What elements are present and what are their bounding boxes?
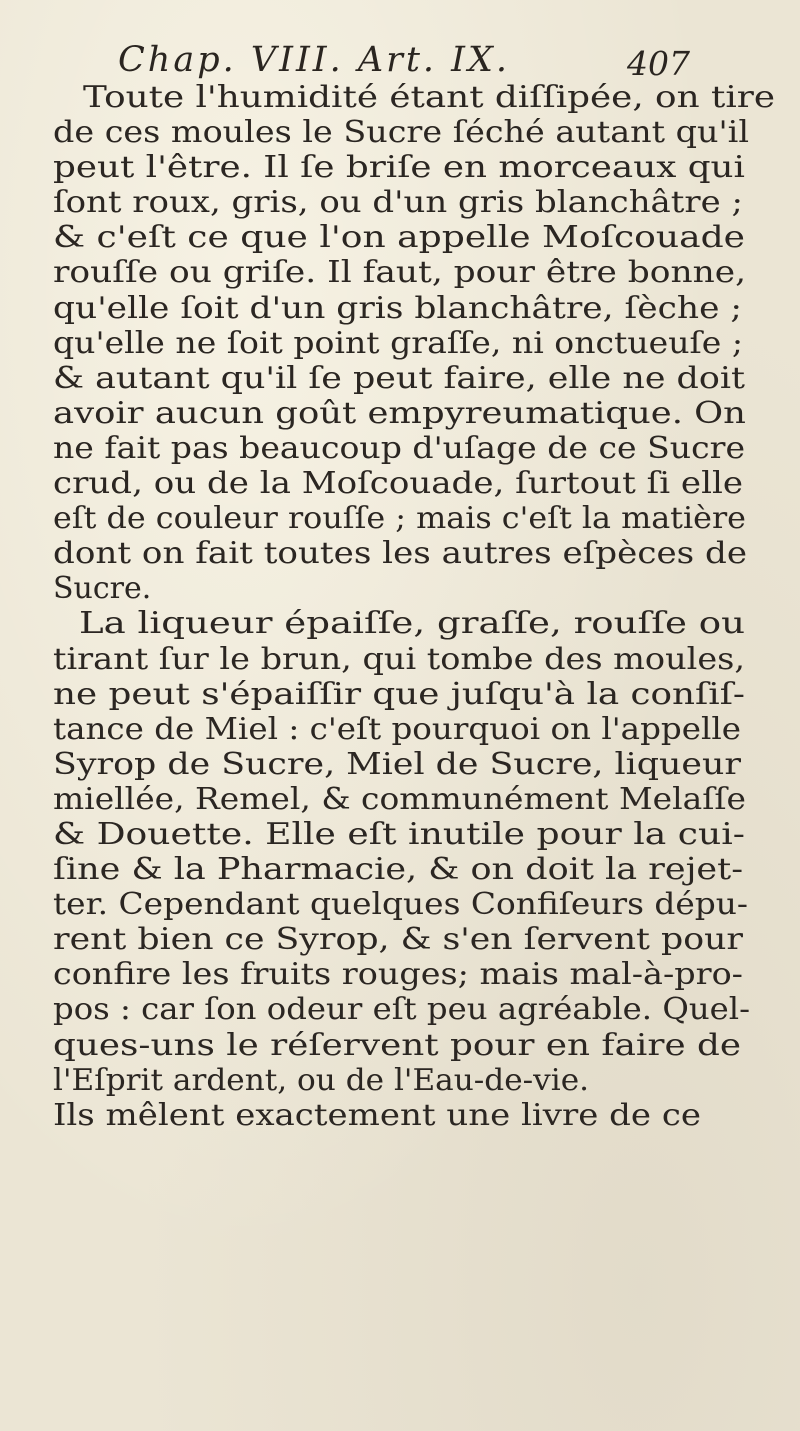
text-line: & autant qu'il ſe peut faire, elle ne doit: [53, 360, 746, 396]
running-head: [118, 40, 690, 83]
text-line: ques-uns le réſervent pour en faire de: [53, 1027, 742, 1063]
text-line: Syrop de Sucre, Miel de Sucre, liqueur: [53, 746, 741, 782]
text-line: Sucre.: [53, 571, 152, 607]
text-line: tirant ſur le brun, qui tombe des moules,: [53, 641, 745, 677]
body-text: [53, 80, 776, 1133]
text-line: rent bien ce Syrop, & s'en ſervent pour: [53, 922, 744, 958]
text-line: confire les fruits rouges; mais mal-à-pro-: [53, 957, 743, 993]
text-line: ne fait pas beaucoup d'uſage de ce Sucre: [53, 430, 746, 466]
text-line: ſont roux, gris, ou d'un gris blanchâtre ;: [53, 185, 743, 221]
text-line: Ils mêlent exactement une livre de ce: [53, 1097, 701, 1133]
text-line: pos : car ſon odeur eſt peu agréable. Quel-: [53, 992, 751, 1028]
text-line: de ces moules le Sucre ſéché autant qu'il: [53, 115, 750, 151]
text-line: Toute l'humidité étant diſſipée, on tire: [83, 80, 776, 115]
text-line: & c'eſt ce que l'on appelle Moſcouade: [53, 220, 746, 256]
text-line: dont on fait toutes les autres eſpèces de: [53, 536, 748, 572]
text-line: eſt de couleur rouſſe ; mais c'eſt la matière: [53, 501, 746, 537]
text-line: ſine & la Pharmacie, & on doit la rejet-: [53, 852, 744, 888]
text-line: tance de Miel : c'eſt pourquoi on l'appelle: [53, 711, 742, 747]
text-line: l'Eſprit ardent, ou de l'Eau-de-vie.: [53, 1062, 590, 1098]
text-line: peut l'être. Il ſe briſe en morceaux qui: [53, 150, 745, 186]
text-line: La liqueur épaiſſe, graſſe, rouſſe ou: [79, 606, 745, 642]
text-line: crud, ou de la Moſcouade, ſurtout ſi elle: [53, 466, 744, 502]
chapter-heading: Chap. VIII. Art. IX.: [118, 40, 511, 80]
text-line: miellée, Remel, & communément Melaſſe: [53, 781, 747, 817]
text-line: qu'elle ſoit d'un gris blanchâtre, ſèche ;: [53, 290, 742, 326]
text-line: ter. Cependant quelques Confiſeurs dépu-: [53, 887, 749, 923]
text-line: qu'elle ne ſoit point graſſe, ni onctueuſe ;: [53, 325, 744, 361]
text-line: avoir aucun goût empyreumatique. On: [53, 395, 746, 431]
page-number: 407: [627, 44, 690, 83]
text-line: & Douette. Elle eſt inutile pour la cui-: [53, 816, 745, 852]
text-line: rouſſe ou griſe. Il faut, pour être bonne,: [53, 255, 747, 291]
text-line: ne peut s'épaiſſir que juſqu'à la conſiſ-: [53, 676, 746, 712]
